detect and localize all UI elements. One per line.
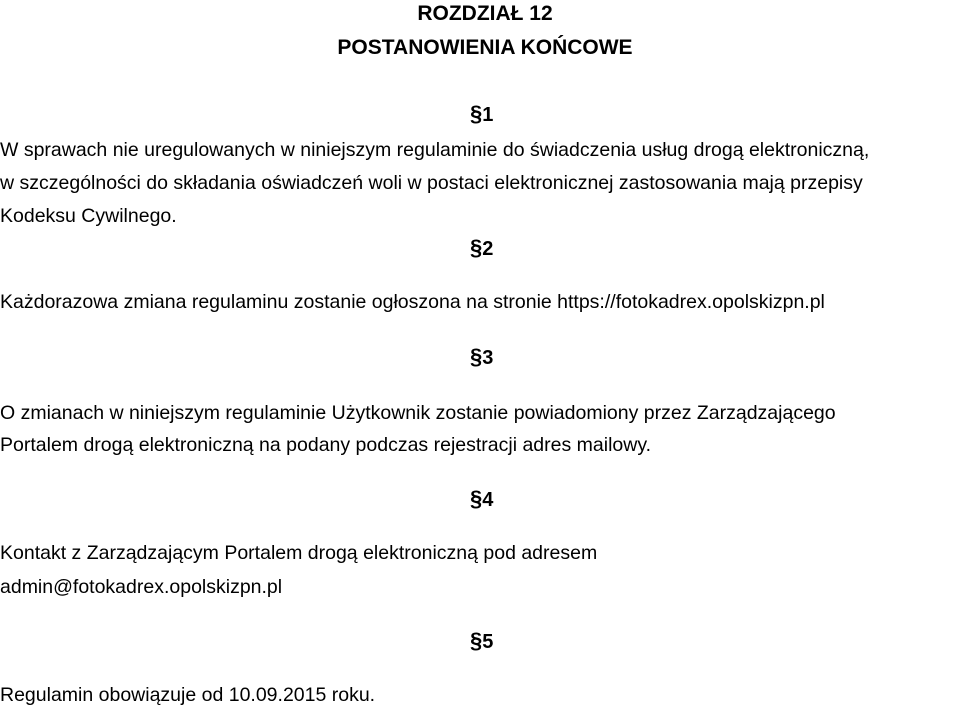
section-2-heading <box>470 235 494 260</box>
section-sign-icon: § <box>470 101 483 126</box>
section-2-line-1: Każdorazowa zmiana regulaminu zostanie ogłoszona na stronie https://fotokadrex.opolskizpn.pl <box>0 291 825 313</box>
section-1-line-2: w szczególności do składania oświadczeń woli w postaci elektronicznej zastosowania mają przepisy <box>0 172 863 194</box>
section-1-line-1: W sprawach nie uregulowanych w niniejszym regulaminie do świadczenia usług drogą elektroniczną, <box>0 139 870 161</box>
section-number: 5 <box>482 631 494 653</box>
section-5-line-1: Regulamin obowiązuje od 10.09.2015 roku. <box>0 684 376 706</box>
section-sign-icon: § <box>470 628 483 653</box>
section-sign-icon: § <box>470 344 483 369</box>
chapter-number-title: ROZDZIAŁ 12 <box>417 2 553 25</box>
section-1-heading <box>470 101 494 126</box>
section-4-line-1: Kontakt z Zarządzającym Portalem drogą elektroniczną pod adresem <box>0 542 598 564</box>
section-sign-icon: § <box>470 235 483 260</box>
chapter-title: POSTANOWIENIA KOŃCOWE <box>337 36 633 59</box>
section-3-heading <box>470 344 494 369</box>
section-number: 3 <box>482 347 494 369</box>
section-number: 2 <box>482 238 494 260</box>
section-5-heading <box>470 628 494 653</box>
section-1-line-3: Kodeksu Cywilnego. <box>0 205 177 227</box>
section-3-line-1: O zmianach w niniejszym regulaminie Użytkownik zostanie powiadomiony przez Zarządzającego <box>0 402 836 424</box>
section-number: 4 <box>482 489 494 511</box>
section-number: 1 <box>482 104 494 126</box>
section-sign-icon: § <box>470 486 483 511</box>
section-4-heading <box>470 486 494 511</box>
section-4-line-2: admin@fotokadrex.opolskizpn.pl <box>0 576 283 598</box>
section-3-line-2: Portalem drogą elektroniczną na podany podczas rejestracji adres mailowy. <box>0 434 652 456</box>
